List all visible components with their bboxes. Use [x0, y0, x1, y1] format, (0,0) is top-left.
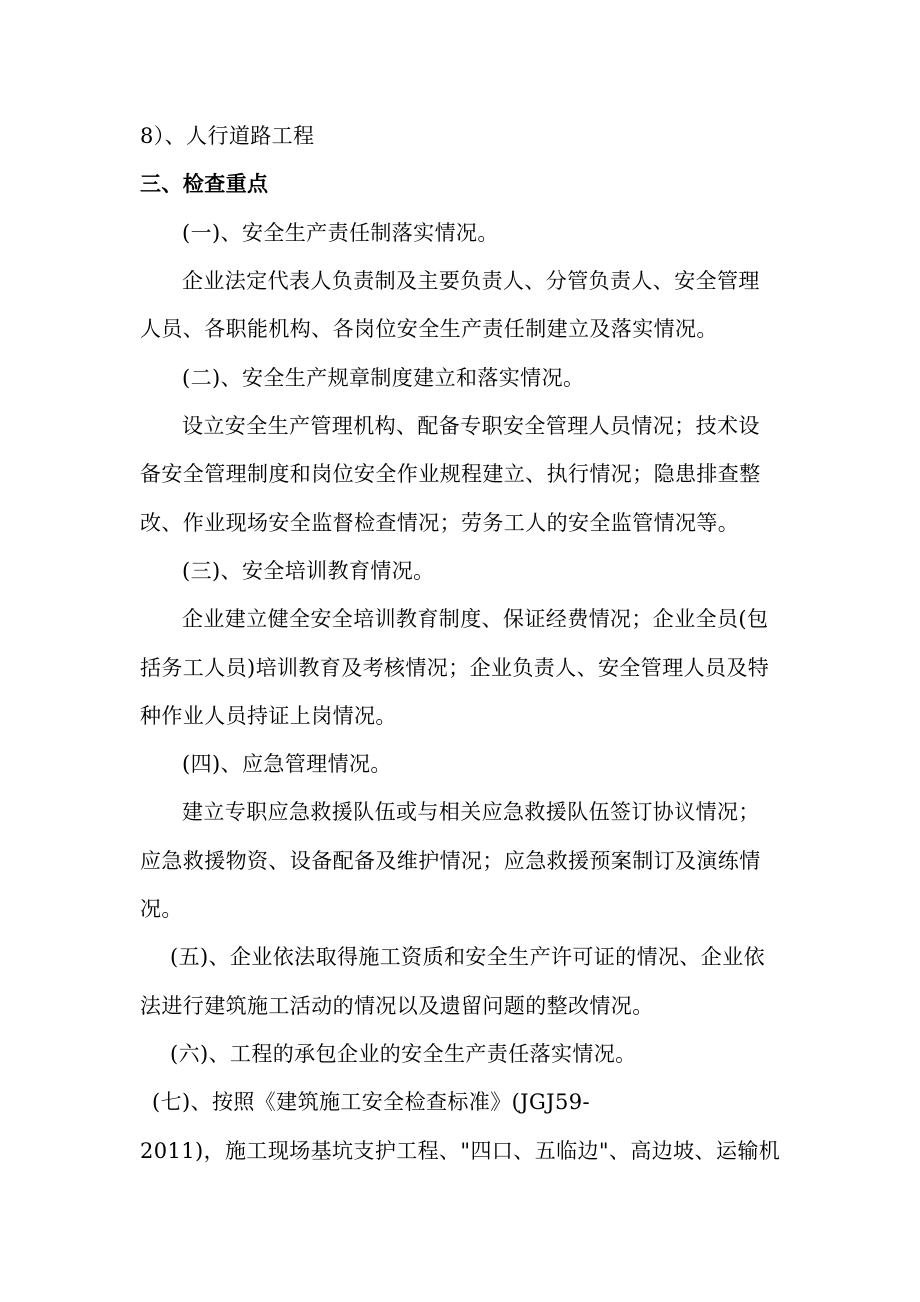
paragraph-line: 建立专职应急救援队伍或与相关应急救援队伍签订协议情况； [182, 800, 760, 824]
paragraph-line: 设立安全生产管理机构、配备专职安全管理人员情况；技术设 [182, 414, 760, 438]
paragraph-line: 2011)，施工现场基坑支护工程、"四口、五临边"、高边坡、运输机 [140, 1139, 781, 1163]
paragraph-line: 种作业人员持证上岗情况。 [140, 704, 397, 728]
subheading-inspection-standard: (七)、按照《建筑施工安全检查标准》(JGJ59- [152, 1090, 591, 1114]
subheading-qualification-permit: (五)、企业依法取得施工资质和安全生产许可证的情况、企业依 [170, 945, 765, 969]
paragraph-line: 应急救援物资、设备配备及维护情况；应急救援预案制订及演练情 [140, 849, 761, 873]
subheading-safety-training: (三)、安全培训教育情况。 [182, 559, 435, 583]
paragraph-line: 人员、各职能机构、各岗位安全生产责任制建立及落实情况。 [140, 317, 718, 341]
paragraph-line: 括务工人员)培训教育及考核情况；企业负责人、安全管理人员及特 [140, 656, 770, 680]
section-heading-inspection-focus: 三、检查重点 [140, 172, 269, 196]
paragraph-line: 况。 [140, 897, 183, 921]
paragraph-line: 企业建立健全安全培训教育制度、保证经费情况；企业全员(包 [182, 607, 769, 631]
subheading-rules-regulations: (二)、安全生产规章制度建立和落实情况。 [182, 366, 585, 390]
paragraph-line: 法进行建筑施工活动的情况以及遗留问题的整改情况。 [140, 994, 654, 1018]
paragraph-line: 企业法定代表人负责制及主要负责人、分管负责人、安全管理 [182, 269, 760, 293]
subheading-responsibility-system: (一)、安全生产责任制落实情况。 [182, 221, 499, 245]
paragraph-line: 备安全管理制度和岗位安全作业规程建立、执行情况；隐患排查整 [140, 462, 761, 486]
subheading-contractor-responsibility: (六)、工程的承包企业的安全生产责任落实情况。 [170, 1042, 637, 1066]
paragraph-line: 改、作业现场安全监督检查情况；劳务工人的安全监管情况等。 [140, 511, 740, 535]
list-item-pedestrian-road: 8）、人行道路工程 [140, 124, 315, 148]
subheading-emergency-management: (四)、应急管理情况。 [182, 752, 392, 776]
